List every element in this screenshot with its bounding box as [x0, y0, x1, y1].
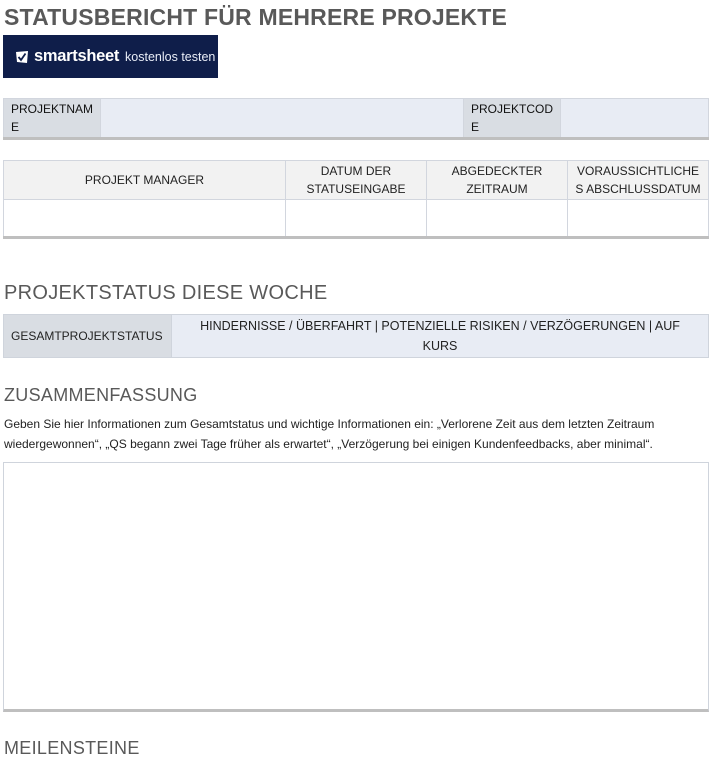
- project-name-label: [4, 99, 101, 139]
- project-info-table: [3, 98, 709, 140]
- smartsheet-logo-button[interactable]: [3, 35, 218, 78]
- summary-heading: ZUSAMMENFASSUNG: [4, 385, 198, 405]
- project-name-label-line1: PROJEKTNAM: [11, 102, 94, 116]
- summary-instructions-line1: Geben Sie hier Informationen zum Gesamtstatus und wichtige Informationen ein: „Verlorene Zeit aus dem letzten Zeitraum: [4, 417, 655, 431]
- header-line: VORAUSSICHTLICHE: [576, 164, 700, 178]
- project-code-label: [464, 99, 561, 139]
- header-line: PROJEKT MANAGER: [84, 173, 205, 187]
- project-code-label-line2: E: [471, 120, 480, 134]
- expected-completion-field[interactable]: [568, 200, 709, 238]
- header-line: ABGEDECKTER: [451, 164, 543, 178]
- summary-text-area[interactable]: [3, 462, 709, 712]
- overall-status-value-line2: KURS: [422, 339, 458, 353]
- header-expected-completion: [568, 161, 709, 200]
- header-status-date: [286, 161, 427, 200]
- overall-status-field[interactable]: [172, 315, 709, 358]
- summary-instructions-line2: wiedergewonnen“, „QS begann zwei Tage früher als erwartet“, „Verzögerung bei einigen Kundenfeedbacks, aber minimal“.: [4, 437, 653, 451]
- overall-status-table: [3, 314, 709, 358]
- status-date-field[interactable]: [286, 200, 427, 238]
- project-code-field[interactable]: [561, 99, 709, 139]
- project-manager-field[interactable]: [4, 200, 286, 238]
- header-line: DATUM DER: [320, 164, 392, 178]
- status-heading: PROJEKTSTATUS DIESE WOCHE: [4, 282, 328, 304]
- summary-instructions: [4, 414, 704, 454]
- page-title: STATUSBERICHT FÜR MEHRERE PROJEKTE: [4, 4, 508, 30]
- project-code-label-line1: PROJEKTCOD: [471, 102, 554, 116]
- milestones-heading: MEILENSTEINE: [4, 738, 140, 758]
- header-line: S ABSCHLUSSDATUM: [575, 182, 701, 196]
- overall-status-value-line1: HINDERNISSE / ÜBERFAHRT | POTENZIELLE RISIKEN / VERZÖGERUNGEN | AUF: [200, 319, 680, 333]
- logo-tagline: kostenlos testen: [125, 49, 216, 64]
- header-line: STATUSEINGABE: [306, 182, 406, 196]
- header-period-covered: [427, 161, 568, 200]
- project-name-field[interactable]: [101, 99, 464, 139]
- checkmark-logo-icon: [15, 50, 29, 64]
- logo-brand-text: smartsheet: [34, 47, 120, 65]
- header-project-manager: [4, 161, 286, 200]
- header-line: ZEITRAUM: [466, 182, 528, 196]
- manager-table: [3, 160, 709, 239]
- project-name-label-line2: E: [11, 120, 20, 134]
- period-covered-field[interactable]: [427, 200, 568, 238]
- overall-status-label: GESAMTPROJEKTSTATUS: [4, 315, 172, 358]
